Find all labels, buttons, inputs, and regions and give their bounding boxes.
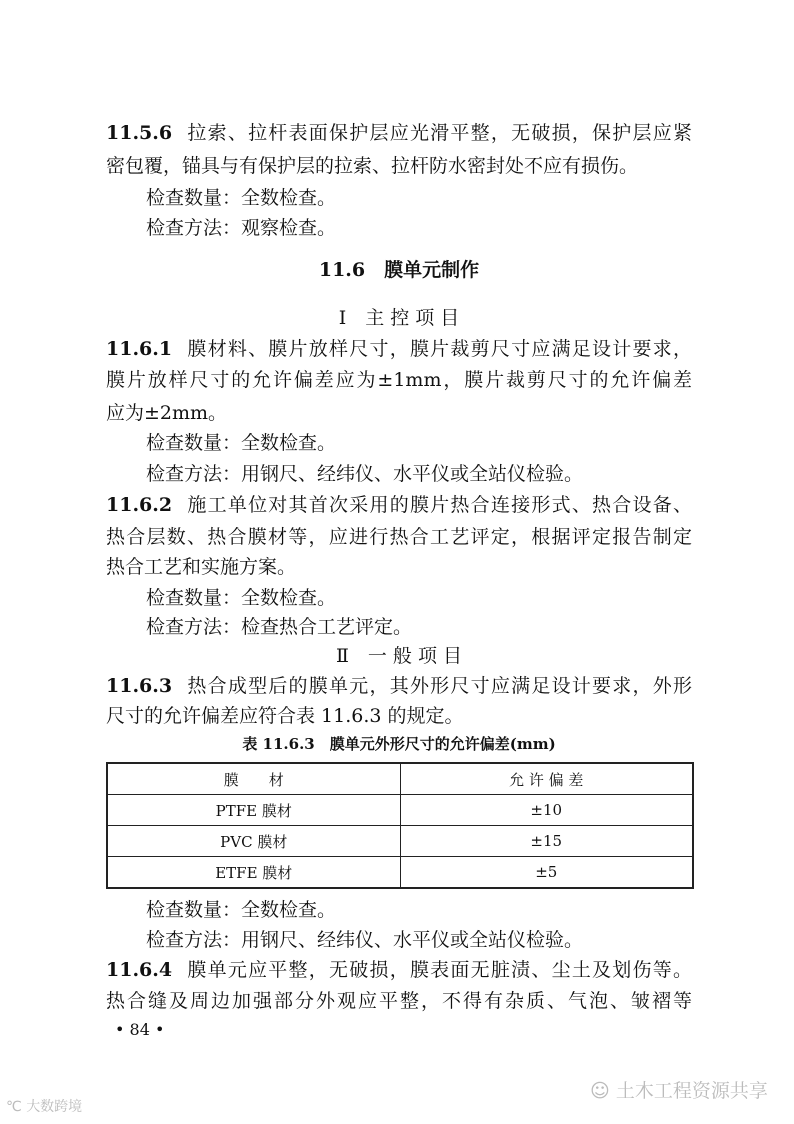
watermark-text: 土木工程资源共享: [615, 1080, 768, 1102]
watermark-left: [6, 1096, 82, 1116]
text: 施工单位对其首次采用的膜片热合连接形式、热合设备、: [186, 494, 692, 516]
check-method: 检查方法：观察检查。: [146, 217, 337, 239]
table-caption: 表 11.6.3 膜单元外形尺寸的允许偏差(mm): [242, 735, 556, 753]
clause-number: 11.5.6: [106, 122, 173, 144]
watermark-right: [590, 1076, 768, 1103]
clause-11-6-4: [106, 958, 692, 982]
cell: ±5: [400, 857, 693, 889]
subsection-heading: Ⅰ 主 控 项 目: [338, 307, 460, 329]
cell: ±15: [400, 826, 693, 857]
clause-number: 11.6.2: [106, 494, 173, 516]
text-line: 尺寸的允许偏差应符合表 11.6.3 的规定。: [106, 705, 464, 727]
cell: PTFE 膜材: [107, 795, 400, 826]
text: 拉索、拉杆表面保护层应光滑平整，无破损，保护层应紧: [186, 122, 692, 144]
table-header-row: [107, 763, 693, 795]
clause-11-5-6: [106, 121, 692, 145]
clause-11-6-3: [106, 674, 692, 698]
check-method: 检查方法：用钢尺、经纬仪、水平仪或全站仪检验。: [146, 463, 584, 485]
check-quantity: 检查数量：全数检查。: [146, 899, 337, 921]
logo-icon: ℃: [6, 1099, 27, 1115]
table-row: [107, 857, 693, 889]
watermark-text: 大数跨境: [26, 1099, 83, 1115]
cell: ETFE 膜材: [107, 857, 400, 889]
wechat-icon: ☺: [590, 1080, 610, 1102]
text-line: 热合工艺和实施方案。: [106, 556, 297, 578]
table-row: [107, 826, 693, 857]
text: 热合成型后的膜单元，其外形尺寸应满足设计要求，外形: [186, 675, 692, 697]
text-line: 膜片放样尺寸的允许偏差应为±1mm，膜片裁剪尺寸的允许偏差: [106, 369, 692, 391]
check-quantity: 检查数量：全数检查。: [146, 432, 337, 454]
section-heading: 11.6 膜单元制作: [318, 259, 480, 281]
text-line: 密包覆，锚具与有保护层的拉索、拉杆防水密封处不应有损伤。: [106, 155, 639, 177]
cell: PVC 膜材: [107, 826, 400, 857]
clause-number: 11.6.4: [106, 959, 173, 981]
cell: ±10: [400, 795, 693, 826]
text: 膜材料、膜片放样尺寸，膜片裁剪尺寸应满足设计要求，: [186, 338, 692, 360]
clause-11-6-1: [106, 337, 692, 361]
page-number: • 84 •: [115, 1020, 165, 1039]
header-cell: 允 许 偏 差: [400, 763, 693, 795]
tolerance-table: [106, 762, 694, 889]
check-quantity: 检查数量：全数检查。: [146, 587, 337, 609]
text-line: 应为±2mm。: [106, 402, 228, 424]
check-quantity: 检查数量：全数检查。: [146, 187, 337, 209]
clause-number: 11.6.1: [106, 338, 173, 360]
check-method: 检查方法：检查热合工艺评定。: [146, 616, 413, 638]
subsection-heading: Ⅱ 一 般 项 目: [335, 645, 463, 667]
text: 膜单元应平整，无破损，膜表面无脏渍、尘土及划伤等。: [186, 959, 692, 981]
header-cell: 膜 材: [107, 763, 400, 795]
check-method: 检查方法：用钢尺、经纬仪、水平仪或全站仪检验。: [146, 929, 584, 951]
table-row: [107, 795, 693, 826]
clause-number: 11.6.3: [106, 675, 173, 697]
clause-11-6-2: [106, 493, 692, 517]
text-line: 热合缝及周边加强部分外观应平整，不得有杂质、气泡、皱褶等: [106, 990, 692, 1012]
text-line: 热合层数、热合膜材等，应进行热合工艺评定，根据评定报告制定: [106, 526, 692, 548]
